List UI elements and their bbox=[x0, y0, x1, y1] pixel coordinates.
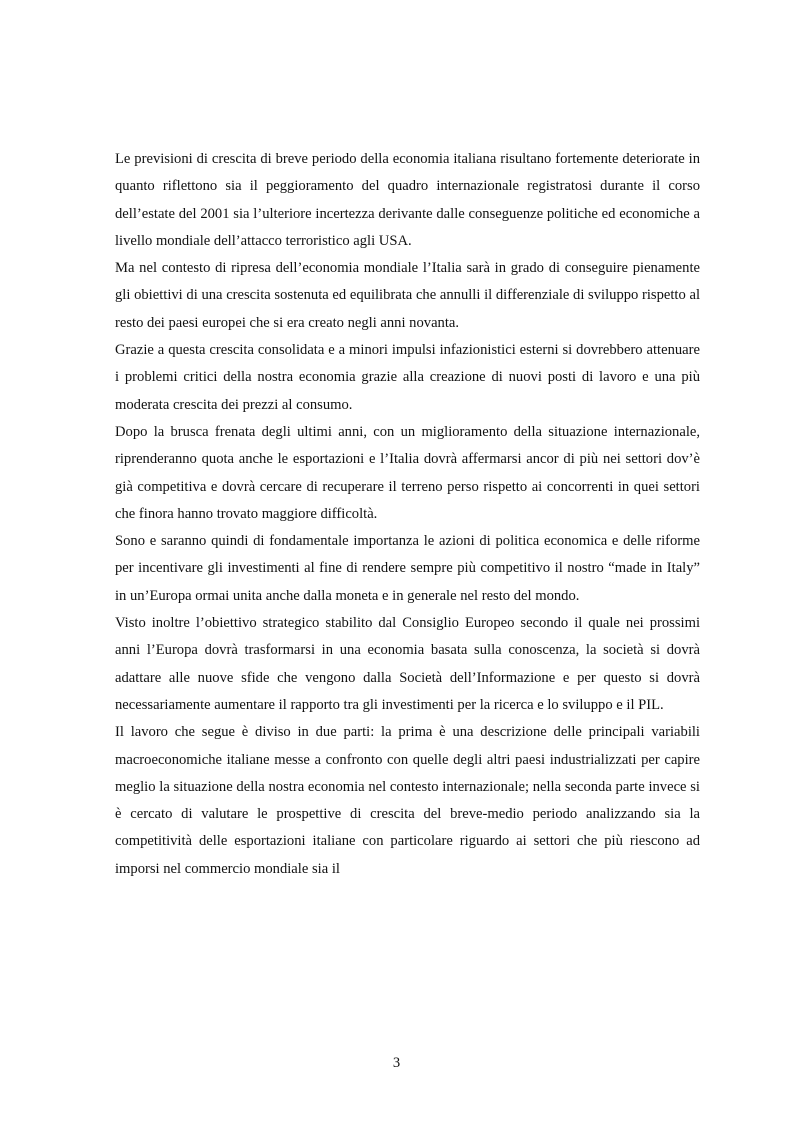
body-text bbox=[115, 146, 700, 883]
paragraph-1: Le previsioni di crescita di breve periodo della economia italiana risultano fortemente deteriorate in quanto riflettono sia il peggioramento del quadro internazionale registratosi durante il corso dell’estate del 2001 sia l’ulteriore incertezza derivante dalle conseguenze politiche ed economiche a livello mondiale dell’attacco terroristico agli USA. bbox=[115, 151, 700, 249]
paragraph-2: Ma nel contesto di ripresa dell’economia mondiale l’Italia sarà in grado di conseguire pienamente gli obiettivi di una crescita sostenuta ed equilibrata che annulli il differenziale di sviluppo rispetto al resto dei paesi europei che si era creato negli anni novanta. bbox=[115, 260, 700, 331]
paragraph-3: Grazie a questa crescita consolidata e a minori impulsi infazionistici esterni si dovrebbero attenuare i problemi critici della nostra economia grazie alla creazione di nuovi posti di lavoro e una più moderata crescita dei prezzi al consumo. bbox=[115, 342, 700, 413]
page-number: 3 bbox=[392, 1055, 401, 1071]
paragraph-7: Il lavoro che segue è diviso in due parti: la prima è una descrizione delle principali variabili macroeconomiche italiane messe a confronto con quelle degli altri paesi industrializzati per capire meglio la situazione della nostra economia nel contesto internazionale; nella seconda parte invece si è cercato di valutare le prospettive di crescita del breve-medio periodo analizzando sia la competitività delle esportazioni italiane con particolare riguardo ai settori che più riescono ad imporsi nel commercio mondiale sia il bbox=[115, 724, 700, 877]
paragraph-4: Dopo la brusca frenata degli ultimi anni, con un miglioramento della situazione internazionale, riprenderanno quota anche le esportazioni e l’Italia dovrà affermarsi ancor di più nei settori dov’è già competitiva e dovrà cercare di recuperare il terreno perso rispetto ai concorrenti in quei settori che finora hanno trovato maggiore difficoltà. bbox=[115, 423, 700, 522]
paragraph-6: Visto inoltre l’obiettivo strategico stabilito dal Consiglio Europeo secondo il quale nei prossimi anni l’Europa dovrà trasformarsi in una economia basata sulla conoscenza, la società si dovrà adattare alle nuove sfide che vengono dalla Società dell’Informazione e per questo si dovrà necessariamente aumentare il rapporto tra gli investimenti per la ricerca e lo sviluppo e il PIL. bbox=[115, 615, 700, 713]
paragraph-5: Sono e saranno quindi di fondamentale importanza le azioni di politica economica e delle riforme per incentivare gli investimenti al fine di rendere sempre più competitivo il nostro “made in Italy” in un’Europa ormai unita anche dalla moneta e in generale nel resto del mondo. bbox=[115, 533, 700, 604]
